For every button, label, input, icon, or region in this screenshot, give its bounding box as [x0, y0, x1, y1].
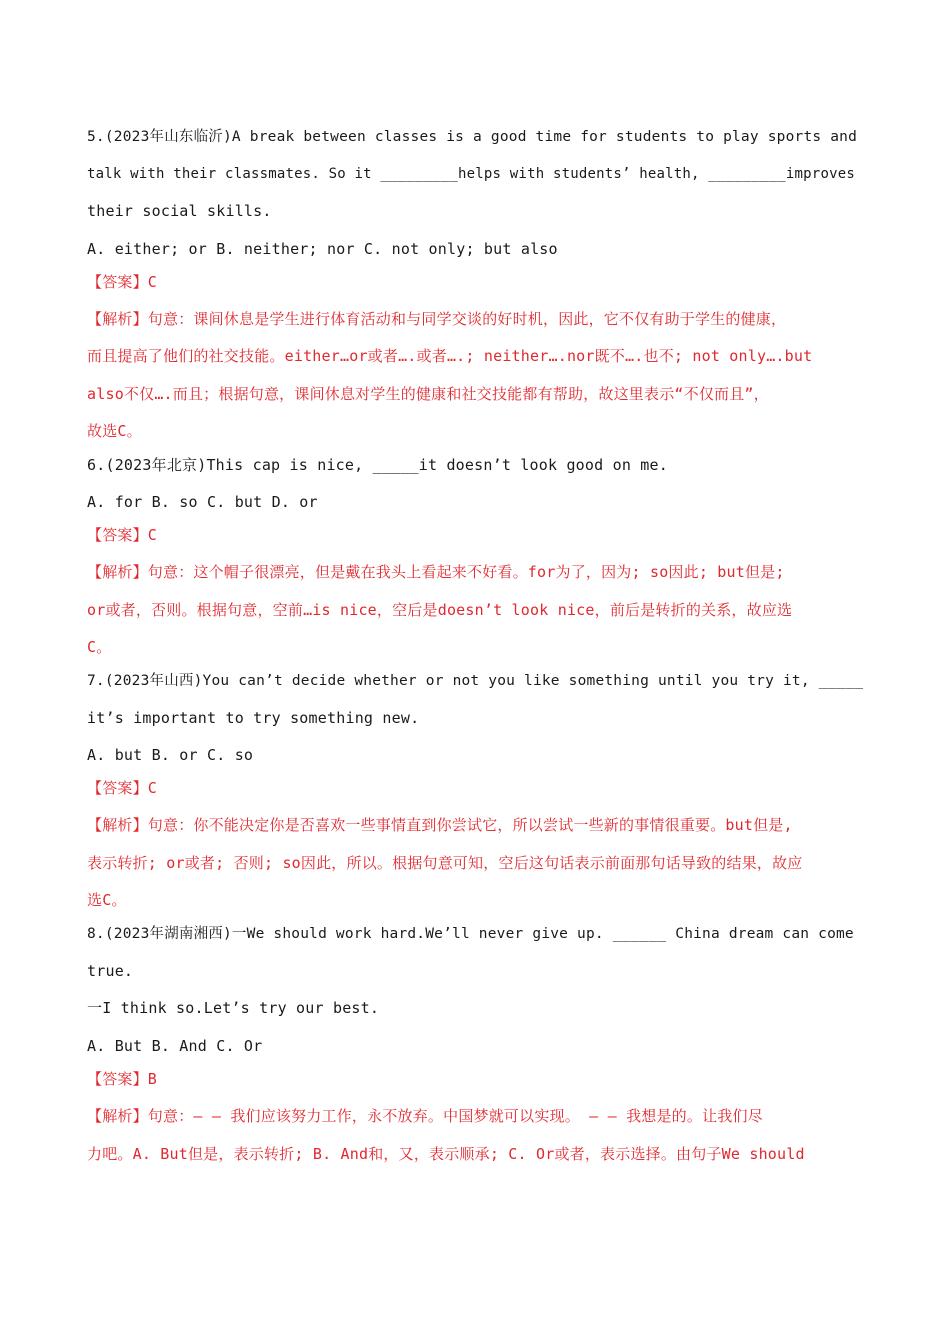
question-5-explanation-line-2: 而且提高了他们的社交技能。either…or或者….或者….; neither….nor既不….也不; not only….but [87, 347, 813, 365]
question-7-text-line-1: 7.(2023年山西)You can’t decide whether or not you like something until you try it, _____ [87, 673, 864, 689]
question-5-explanation-line-4: 故选C。 [87, 422, 142, 440]
question-5-text-line-1: 5.(2023年山东临沂)A break between classes is a good time for students to play sports and [87, 129, 858, 145]
question-5-text-line-3: their social skills. [87, 202, 272, 220]
question-6-explanation-line-3: C。 [87, 638, 112, 656]
question-8-text-line-3: 一I think so.Let’s try our best. [87, 999, 380, 1017]
question-7-explanation-line-1: 【解析】句意：你不能决定你是否喜欢一些事情直到你尝试它，所以尝试一些新的事情很重要。but但是, [87, 816, 793, 834]
question-6-text-line-1: 6.(2023年北京)This cap is nice, _____it doesn’t look good on me. [87, 456, 668, 474]
question-5-options: A. either; or B. neither; nor C. not only; but also [87, 240, 558, 258]
question-7-explanation-line-2: 表示转折; or或者; 否则; so因此，所以。根据句意可知，空后这句话表示前面那句话导致的结果，故应 [87, 854, 803, 872]
question-5-answer: 【答案】C [87, 273, 158, 291]
question-6-answer: 【答案】C [87, 526, 158, 544]
question-8-text-line-1: 8.(2023年湖南湘西)一We should work hard.We’ll never give up. ______ China dream can come [87, 926, 854, 942]
question-8-answer: 【答案】B [87, 1070, 158, 1088]
question-8-explanation-line-2: 力吧。A. But但是，表示转折; B. And和，又，表示顺承; C. Or或者，表示选择。由句子We should [87, 1145, 805, 1163]
question-5-explanation-line-3: also不仅….而且；根据句意，课间休息对学生的健康和社交技能都有帮助，故这里表示“不仅而且”， [87, 385, 769, 403]
question-5-text-line-2: talk with their classmates. So it _________helps with students’ health, _________improves [87, 166, 855, 182]
question-8-text-line-2: true. [87, 962, 134, 980]
question-6-options: A. for B. so C. but D. or [87, 493, 318, 511]
question-7-answer: 【答案】C [87, 779, 158, 797]
question-6-explanation-line-2: or或者，否则。根据句意，空前…is nice，空后是doesn’t look nice，前后是转折的关系，故应选 [87, 601, 793, 619]
question-8-explanation-line-1: 【解析】句意：— — 我们应该努力工作，永不放弃。中国梦就可以实现。 — — 我想是的。让我们尽 [87, 1107, 763, 1125]
question-7-text-line-2: it’s important to try something new. [87, 709, 420, 727]
question-7-options: A. but B. or C. so [87, 746, 254, 764]
question-5-explanation-line-1: 【解析】句意：课间休息是学生进行体育活动和与同学交谈的好时机，因此，它不仅有助于学生的健康， [87, 310, 787, 328]
question-6-explanation-line-1: 【解析】句意：这个帽子很漂亮，但是戴在我头上看起来不好看。for为了，因为; so因此; but但是; [87, 563, 785, 581]
question-8-options: A. But B. And C. Or [87, 1037, 263, 1055]
question-7-explanation-line-3: 选C。 [87, 891, 127, 909]
